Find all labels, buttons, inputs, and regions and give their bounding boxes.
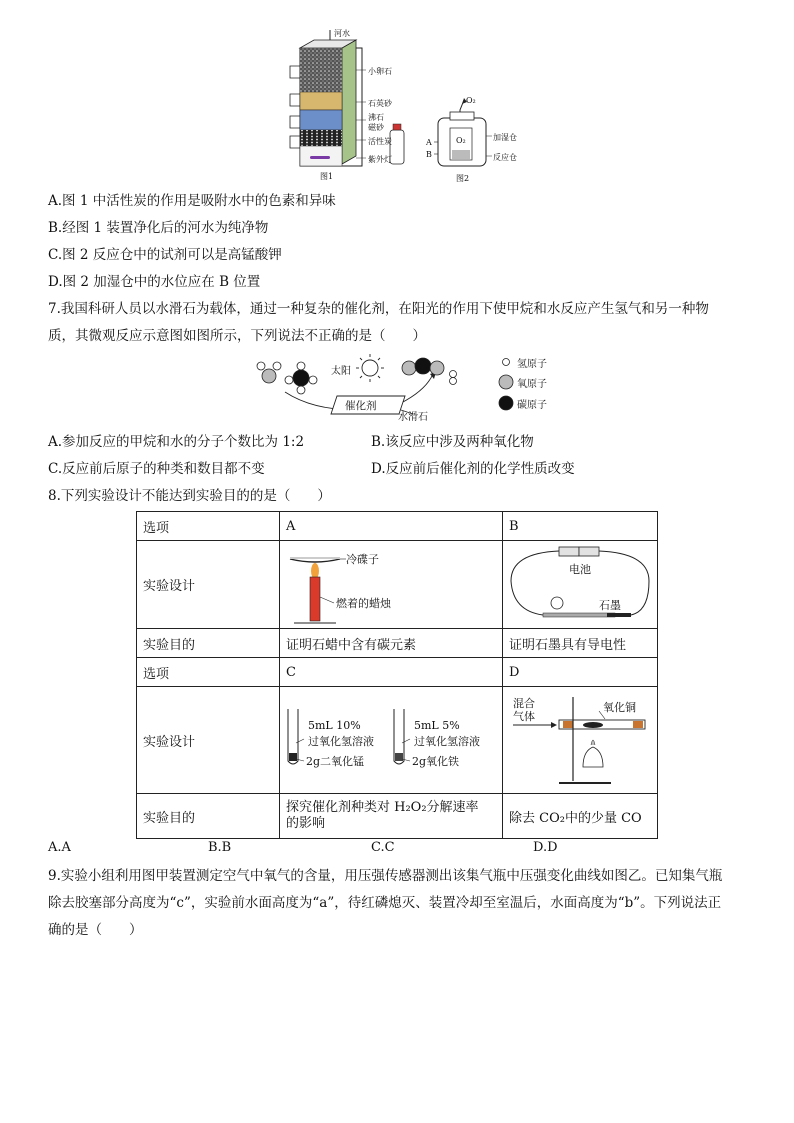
- q7-option-d: D.反应前后催化剂的化学性质改变: [371, 461, 575, 477]
- cell-purpose-header: 实验目的: [137, 629, 280, 658]
- legend-oxygen-atom: 氧原子: [517, 379, 547, 390]
- label-quartz-sand: 石英砂: [368, 99, 392, 108]
- label-catalyst: 催化剂: [345, 400, 377, 412]
- cell-design-header-2: 实验设计: [137, 687, 280, 794]
- label-gas: 气体: [513, 710, 535, 723]
- figure-2: [420, 96, 520, 184]
- q8-answer-c: C.C: [371, 840, 395, 855]
- experiment-table: [136, 511, 658, 839]
- label-zeolite: 沸石: [368, 113, 384, 122]
- cell-design-c: [280, 687, 503, 794]
- q8-answer-d: D.D: [533, 840, 558, 855]
- candle-cold-plate-diagram: [280, 541, 502, 628]
- figure-1-caption: 图1: [320, 172, 334, 181]
- label-copper-oxide: 氧化铜: [603, 701, 636, 714]
- figure-2-caption: 图2: [456, 174, 470, 183]
- q8-answer-b: B.B: [208, 840, 232, 855]
- label-level-b: B: [426, 150, 432, 159]
- label-c1-volume: 5mL 10%: [308, 719, 361, 732]
- label-activated-carbon: 活性炭: [368, 137, 392, 146]
- cell-design-d: [503, 687, 658, 794]
- label-mixed: 混合: [513, 697, 535, 710]
- label-river-water: 河水: [334, 29, 350, 38]
- label-uv-lamp: 紫外灯: [368, 155, 392, 164]
- label-reactor: 反应仓: [493, 153, 517, 162]
- label-humidifier: 加湿仓: [493, 133, 517, 142]
- cell-design-b: [503, 541, 658, 629]
- cell-option-header-2: 选项: [137, 658, 280, 687]
- label-pebble: 小卵石: [368, 67, 392, 76]
- label-sun: 太阳: [331, 366, 351, 377]
- legend-carbon-atom: 碳原子: [517, 400, 547, 411]
- q7-stem-line-1: 7.我国科研人员以水滑石为载体，通过一种复杂的催化剂，在阳光的作用下使甲烷和水反应产生氢气和另一种物: [48, 301, 709, 317]
- q8-stem: 8.下列实验设计不能达到实验目的的是（ ）: [48, 488, 331, 504]
- label-c2-catalyst: 2g氧化铁: [412, 755, 460, 768]
- label-magnetite: 磁砂: [368, 123, 384, 132]
- cell-purpose-a: 证明石蜡中含有碳元素: [280, 629, 503, 658]
- q7-reaction-diagram: [255, 352, 555, 424]
- label-c2-solution: 过氧化氢溶液: [414, 735, 480, 748]
- graphite-circuit-diagram: [503, 541, 657, 628]
- label-c1-solution: 过氧化氢溶液: [308, 735, 374, 748]
- label-battery: 电池: [569, 563, 591, 576]
- label-level-a: A: [426, 138, 432, 147]
- label-o2-outlet: O₂: [466, 96, 476, 105]
- label-o2-inner: O₂: [456, 136, 466, 145]
- q6-option-c: C.图 2 反应仓中的试剂可以是高锰酸钾: [48, 247, 282, 263]
- label-cold-plate: 冷碟子: [346, 553, 379, 566]
- cell-option-header: 选项: [137, 512, 280, 541]
- cell-purpose-b: 证明石墨具有导电性: [503, 629, 658, 658]
- q7-stem-line-2: 质，其微观反应示意图如图所示，下列说法不正确的是（ ）: [48, 328, 426, 344]
- cell-design-header: 实验设计: [137, 541, 280, 629]
- q7-option-b: B.该反应中涉及两种氧化物: [371, 434, 534, 450]
- label-hydrotalcite: 水滑石: [398, 412, 428, 423]
- legend-hydrogen-atom: 氢原子: [517, 359, 547, 370]
- q9-line-2: 除去胶塞部分高度为“c”，实验前水面高度为“a”，待红磷熄灭、装置冷却至室温后，水面高度为“b”。下列说法正: [48, 895, 722, 911]
- cell-purpose-c-line-2: 的影响: [286, 816, 326, 831]
- q9-line-1: 9.实验小组利用图甲装置测定空气中氧气的含量，用压强传感器测出该集气瓶中压强变化曲线如图乙。已知集气瓶: [48, 868, 723, 884]
- q6-option-a: A.图 1 中活性炭的作用是吸附水中的色素和异味: [48, 193, 336, 209]
- cell-design-a: [280, 541, 503, 629]
- label-c1-catalyst: 2g二氧化锰: [306, 755, 365, 768]
- cell-purpose-header-2: 实验目的: [137, 794, 280, 839]
- q6-option-b: B.经图 1 装置净化后的河水为纯净物: [48, 220, 269, 236]
- cell-option-d: D: [503, 658, 658, 687]
- q7-option-a: A.参加反应的甲烷和水的分子个数比为 1:2: [48, 434, 305, 450]
- cell-option-c: C: [280, 658, 503, 687]
- label-burning-candle: 燃着的蜡烛: [336, 597, 391, 610]
- label-c2-volume: 5mL 5%: [414, 719, 460, 732]
- q6-option-d: D.图 2 加湿仓中的水位应在 B 位置: [48, 274, 261, 290]
- label-graphite: 石墨: [599, 599, 621, 612]
- figure-1: [280, 30, 410, 185]
- q9-line-3: 确的是（ ）: [48, 922, 143, 938]
- cell-option-b: B: [503, 512, 658, 541]
- cell-option-a: A: [280, 512, 503, 541]
- q7-option-c: C.反应前后原子的种类和数目都不变: [48, 461, 265, 477]
- cell-purpose-d: 除去 CO₂中的少量 CO: [503, 794, 658, 839]
- cell-purpose-c: [280, 794, 503, 839]
- cell-purpose-c-line-1: 探究催化剂种类对 H₂O₂分解速率: [286, 800, 479, 815]
- q8-answer-a: A.A: [48, 840, 71, 855]
